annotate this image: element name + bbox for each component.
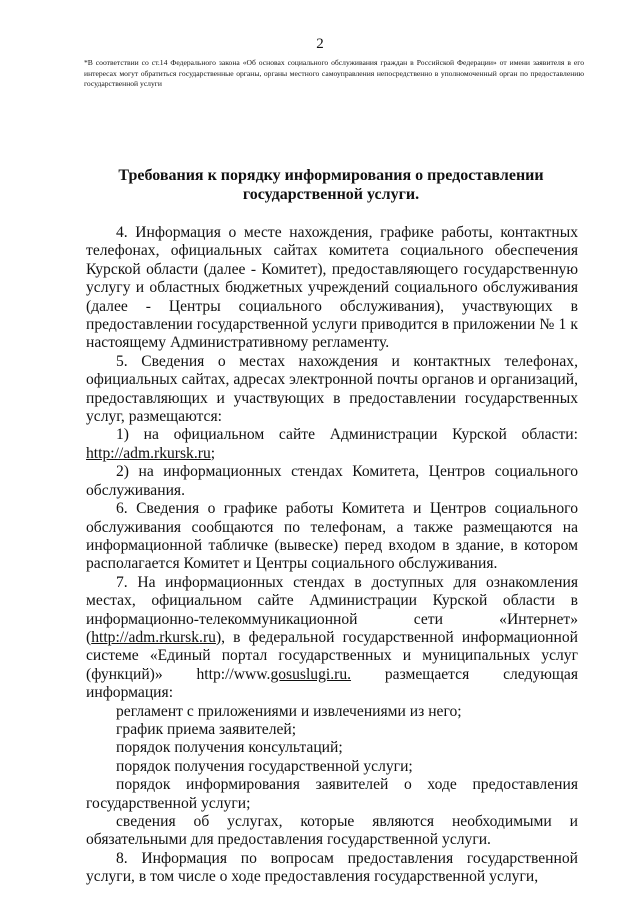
adm-rkursk-link[interactable]: http://adm.rkursk.ru: [86, 444, 211, 462]
adm-rkursk-link-2[interactable]: http://adm.rkursk.ru: [91, 628, 216, 646]
paragraph-4: 4. Информация о месте нахождения, графике работы, контактных телефонах, официальных сайтах комитета социального обеспечения Курской области (далее - Комитет), предоставляющего государственную услугу и областных бюджетных учреждений социального обслуживания (далее - Центры социального обслуживания), участвующих в предоставлении государственной услуги приводится в приложении № 1 к настоящему Административному регламенту.: [86, 224, 578, 352]
paragraph-5: 5. Сведения о местах нахождения и контактных телефонах, официальных сайтах, адресах электронной почты органов и организаций, предоставляющих и участвующих в предоставлении государственных услуг, размещаются:: [86, 352, 578, 426]
paragraph-5-item-2: 2) на информационных стендах Комитета, Центров социального обслуживания.: [86, 463, 578, 499]
section-heading-line-1: Требования к порядку информирования о предоставлении: [118, 167, 544, 184]
paragraph-6: 6. Сведения о графике работы Комитета и Центров социального обслуживания сообщаются по телефонам, а также размещаются на информационной табличке (вывеске) перед входом в здание, в котором располагается Комитет и Центры социального обслуживания.: [86, 500, 578, 573]
page-number: 2: [316, 36, 324, 52]
paragraph-5-item-1-end: ;: [210, 444, 216, 462]
paragraph-5-item-1: [86, 426, 578, 463]
document-body: [86, 224, 578, 887]
info-list-item-3: порядок получения консультаций;: [116, 739, 343, 757]
paragraph-7: [86, 574, 578, 703]
paragraph-7-text-c: размещается следующая информация:: [86, 665, 579, 702]
section-heading-line-2: государственной услуги.: [242, 186, 420, 203]
info-list-item-2: график приема заявителей;: [116, 720, 297, 738]
paragraph-7-text-b: ), в федеральной государственной информационной системе «Единый портал государственных и муниципальных услуг (функций)» http://www.: [86, 628, 578, 683]
gosuslugi-link[interactable]: gosuslugi.ru.: [270, 665, 352, 683]
info-list-item-5: порядок информирования заявителей о ходе предоставления государственной услуги;: [86, 776, 578, 812]
paragraph-8: 8. Информация по вопросам предоставления государственной услуги, в том числе о ходе предоставления государственной услуги,: [86, 849, 578, 886]
paragraph-5-item-1-text: 1) на официальном сайте Администрации Курской области:: [116, 426, 578, 444]
section-heading: [96, 166, 566, 204]
footnote: *В соответствии со ст.14 Федерального закона «Об основах социального обслуживания граждан в Российской Федерации» от имени заявителя в его интересах могут обратиться государственные органы, органы местного самоуправления непосредственно в уполномоченный орган по предоставлению государственной услуги: [84, 58, 584, 88]
info-list-item-4: порядок получения государственной услуги;: [116, 757, 413, 775]
info-list-item-1: регламент с приложениями и извлечениями из него;: [116, 702, 462, 720]
info-list-item-6: сведения об услугах, которые являются необходимыми и обязательными для предоставления государственной услуги.: [86, 813, 578, 849]
paragraph-7-text-a: 7. На информационных стендах в доступных для ознакомления местах, официальном сайте Администрации Курской области в информационно-телекоммуникационной сети «Интернет» (: [86, 573, 578, 646]
